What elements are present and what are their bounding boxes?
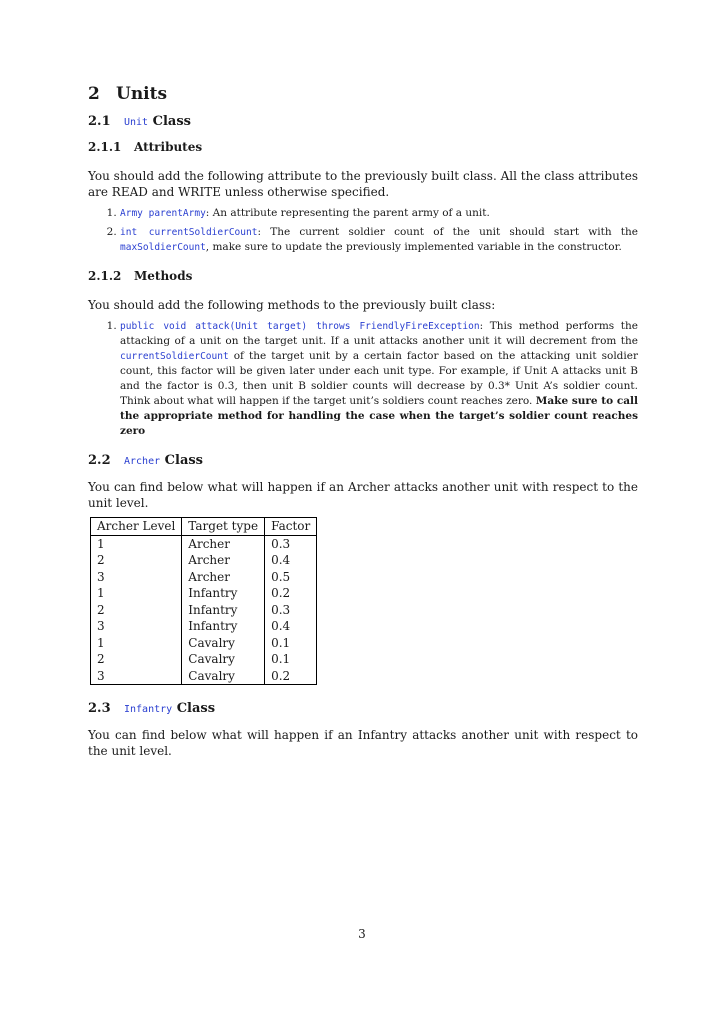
subsection-number: 2.2: [88, 453, 111, 468]
attributes-list: [88, 206, 638, 255]
table-cell: 1: [91, 535, 182, 552]
infantry-intro: You can find below what will happen if an Infantry attacks another unit with respect to the unit level.: [88, 728, 638, 758]
list-item: [120, 206, 638, 221]
method-code: public void attack(Unit target) throws FriendlyFireException: [120, 321, 480, 332]
attribute-text: : An attribute representing the parent army of a unit.: [205, 207, 490, 219]
column-header: Factor: [265, 518, 317, 536]
section-number: 2: [88, 84, 100, 104]
table-cell: 2: [91, 651, 182, 668]
attributes-intro: You should add the following attribute to the previously built class. All the class attributes are READ and WRITE unless otherwise specified.: [88, 169, 638, 199]
table-cell: Archer: [182, 569, 265, 586]
table-cell: Infantry: [182, 585, 265, 602]
table-cell: Cavalry: [182, 668, 265, 685]
table-cell: 0.3: [265, 535, 317, 552]
section-heading: [88, 84, 638, 104]
class-suffix: Class: [152, 114, 191, 129]
column-header: Archer Level: [91, 518, 182, 536]
table-cell: Cavalry: [182, 651, 265, 668]
page-number: 3: [358, 927, 366, 941]
table-cell: 3: [91, 668, 182, 685]
class-name: Infantry: [124, 704, 173, 715]
attribute-code: Army parentArmy: [120, 208, 206, 219]
table-cell: 2: [91, 552, 182, 569]
methods-intro: You should add the following methods to the previously built class:: [88, 298, 496, 312]
list-item: [120, 319, 638, 439]
table-row: [91, 635, 317, 652]
table-row: [91, 651, 317, 668]
infantry-class-heading: [88, 701, 638, 716]
section-title: Units: [116, 84, 168, 104]
method-text: : This method performs the attacking of a unit on the target unit. If a unit attacks another unit it will decrement from the: [120, 320, 638, 347]
page-content: [88, 84, 638, 765]
table-cell: Cavalry: [182, 635, 265, 652]
attributes-heading: [88, 140, 638, 154]
subsection-number: 2.1: [88, 114, 111, 129]
class-name: Unit: [124, 117, 149, 128]
archer-class-heading: [88, 453, 638, 468]
table-cell: 3: [91, 569, 182, 586]
list-item: [120, 225, 638, 255]
table-row: [91, 552, 317, 569]
table-cell: 0.2: [265, 585, 317, 602]
table-row: [91, 668, 317, 685]
subsubsection-title: Attributes: [134, 140, 203, 154]
subsubsection-number: 2.1.1: [88, 140, 122, 154]
table-cell: Infantry: [182, 602, 265, 619]
table-cell: 0.2: [265, 668, 317, 685]
method-code: currentSoldierCount: [120, 351, 229, 362]
table-cell: 0.1: [265, 635, 317, 652]
attribute-code: maxSoldierCount: [120, 242, 206, 253]
attribute-code: int currentSoldierCount: [120, 227, 258, 238]
table-cell: 0.3: [265, 602, 317, 619]
table-cell: Infantry: [182, 618, 265, 635]
attribute-text: , make sure to update the previously implemented variable in the constructor.: [205, 241, 622, 253]
table-cell: 3: [91, 618, 182, 635]
method-bold-note: Make sure to call the appropriate method for handling the case when the target’s soldier count reaches zero: [120, 395, 638, 437]
class-suffix: Class: [164, 453, 204, 468]
class-suffix: Class: [176, 701, 216, 716]
table-header-row: [91, 518, 317, 536]
method-text: of the target unit by a certain factor based on the attacking unit soldier count, this factor will be given later under each unit type. For example, if Unit A attacks unit B and the factor is 0.3, then unit B soldier counts will decrease by 0.3* Unit A’s soldier count. Think about what will happen if the target unit’s soldiers count reaches zero.: [120, 350, 638, 407]
table-row: [91, 585, 317, 602]
archer-intro: You can find below what will happen if an Archer attacks another unit with respect to the unit level.: [88, 480, 638, 510]
table-cell: 0.4: [265, 552, 317, 569]
table-row: [91, 618, 317, 635]
table-cell: 0.5: [265, 569, 317, 586]
table-cell: 0.4: [265, 618, 317, 635]
table-row: [91, 569, 317, 586]
table-cell: 1: [91, 635, 182, 652]
methods-heading: [88, 269, 638, 283]
unit-class-heading: [88, 114, 638, 129]
subsection-number: 2.3: [88, 701, 111, 716]
table-cell: 2: [91, 602, 182, 619]
column-header: Target type: [182, 518, 265, 536]
table-cell: 1: [91, 585, 182, 602]
table-cell: Archer: [182, 552, 265, 569]
class-name: Archer: [124, 456, 161, 467]
attribute-text: : The current soldier count of the unit should start with the: [257, 226, 638, 238]
archer-factor-table: [90, 517, 317, 685]
table-row: [91, 602, 317, 619]
table-cell: Archer: [182, 535, 265, 552]
methods-list: [88, 319, 638, 439]
subsubsection-title: Methods: [134, 269, 193, 283]
subsubsection-number: 2.1.2: [88, 269, 122, 283]
table-row: [91, 535, 317, 552]
table-cell: 0.1: [265, 651, 317, 668]
